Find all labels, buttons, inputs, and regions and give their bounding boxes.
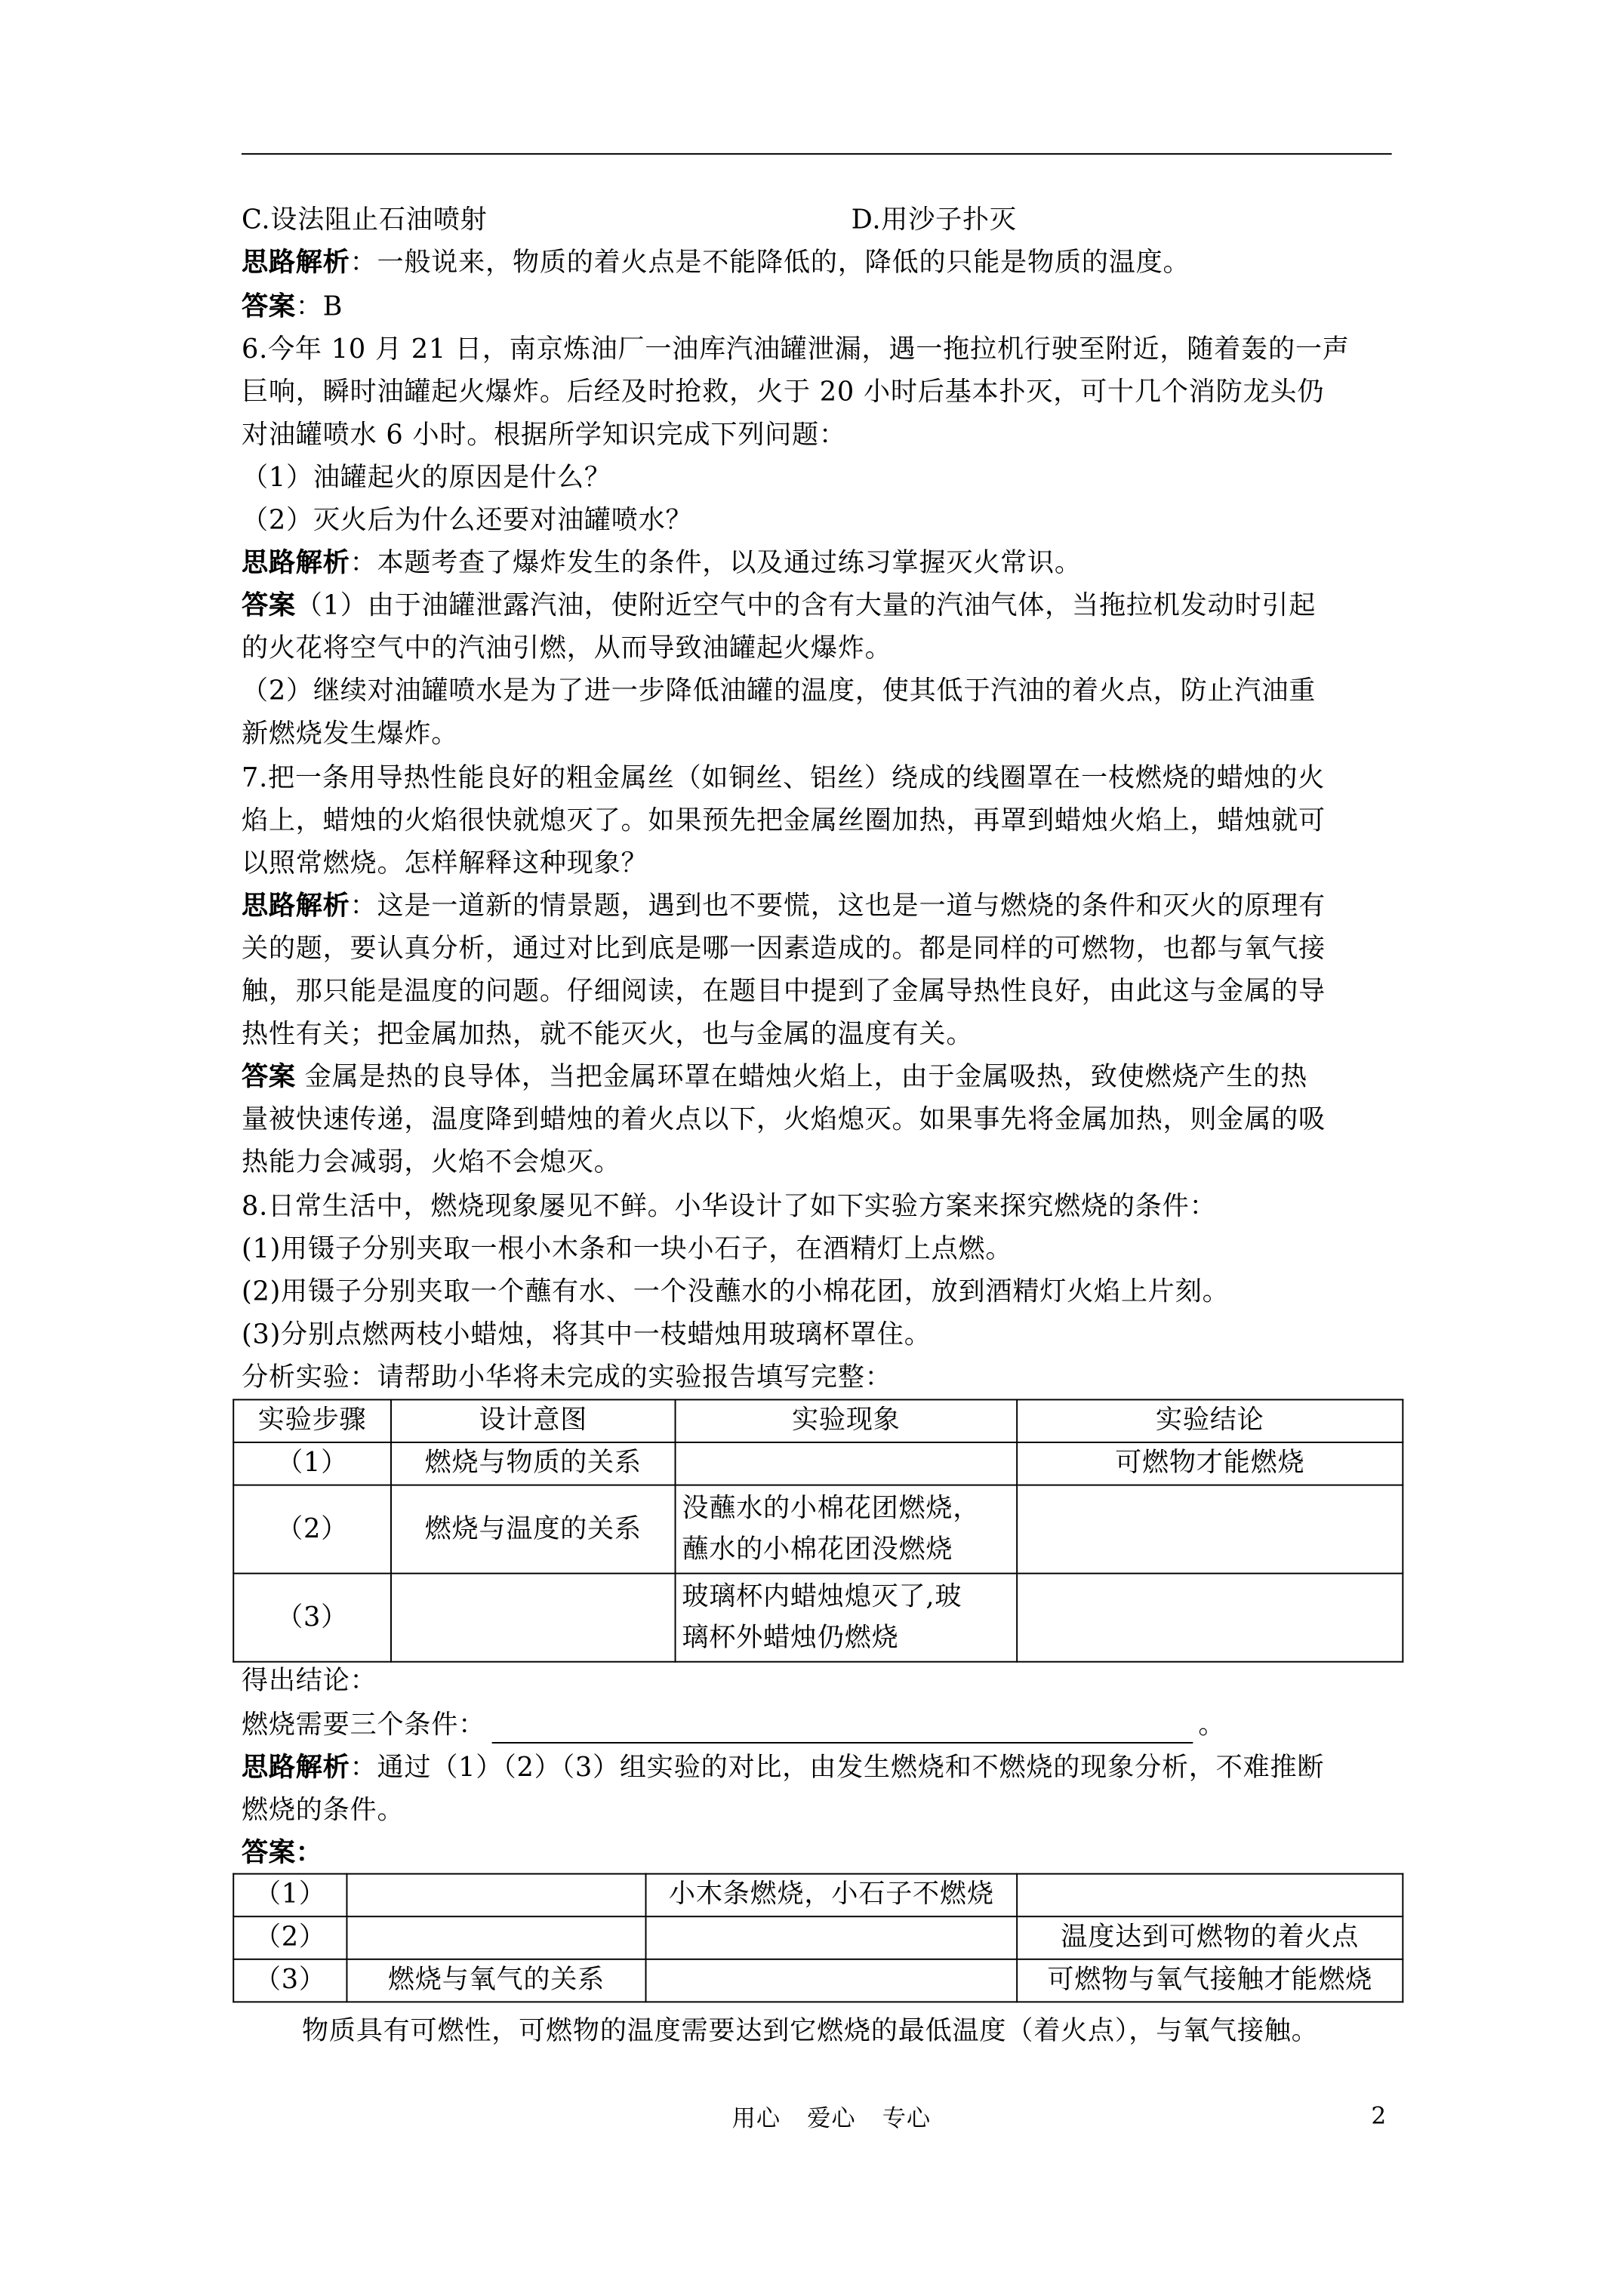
page-number: 2 <box>1371 2101 1387 2130</box>
analysis-label: 思路解析 <box>241 891 350 922</box>
q7-answer-line: 热能力会减弱，火焰不会熄灭。 <box>241 1146 621 1178</box>
table-cell-empty <box>1017 1574 1403 1662</box>
fill-blank <box>491 1713 1193 1744</box>
cell-line: 蘸水的小棉花团没燃烧 <box>682 1533 953 1565</box>
header-rule <box>242 153 1392 155</box>
table-cell: 燃烧与氧气的关系 <box>346 1959 645 2002</box>
q8-step: (3)分别点燃两枝小蜡烛，将其中一枝蜡烛用玻璃杯罩住。 <box>241 1319 932 1351</box>
table-cell-empty <box>646 1959 1018 2002</box>
q6-line: 6.今年 10 月 21 日，南京炼油厂一油库汽油罐泄漏，遇一拖拉机行驶至附近，随着轰的一声 <box>241 334 1350 365</box>
footer-word: 用心 <box>731 2104 781 2133</box>
q7-answer-line: 量被快速传递，温度降到蜡烛的着火点以下，火焰熄灭。如果事先将金属加热，则金属的吸 <box>241 1104 1326 1136</box>
q8-analysis-line: 燃烧的条件。 <box>241 1795 405 1827</box>
footer-motto <box>732 2100 958 2134</box>
q7-analysis-line: 热性有关；把金属加热，就不能灭火，也与金属的温度有关。 <box>241 1019 974 1051</box>
q6-line: 巨响，瞬时油罐起火爆炸。后经及时抢救，火于 20 小时后基本扑灭，可十几个消防龙头仍 <box>241 377 1325 408</box>
conclusion-prefix: 燃烧需要三个条件： <box>241 1710 486 1741</box>
q8-analysis <box>242 1751 1324 1787</box>
table-cell: （3） <box>233 1574 391 1662</box>
q8-instruction: 分析实验：请帮助小华将未完成的实验报告填写完整： <box>241 1362 892 1393</box>
table-cell-empty <box>646 1916 1018 1959</box>
answer-label: 答案 <box>241 291 296 323</box>
experiment-report-table <box>233 1399 1403 1662</box>
answer-text: （1）由于油罐泄露汽油，使附近空气中的含有大量的汽油气体，当拖拉机发动时引起 <box>295 590 1317 622</box>
option-d: D.用沙子扑灭 <box>851 205 1017 236</box>
q6-answer-line: 新燃烧发生爆炸。 <box>241 719 459 750</box>
analysis-label: 思路解析 <box>241 1752 350 1784</box>
table-cell-empty <box>1017 1485 1403 1574</box>
table-cell-empty <box>1017 1874 1403 1917</box>
q6-answer <box>242 589 1316 624</box>
q6-analysis <box>242 546 1082 582</box>
q5-analysis <box>242 246 1190 282</box>
footer-word: 爱心 <box>807 2104 856 2133</box>
table-header-row <box>233 1399 1403 1442</box>
analysis-text: ：一般说来，物质的着火点是不能降低的，降低的只能是物质的温度。 <box>350 247 1190 279</box>
table-row <box>233 1874 1403 1917</box>
answer-label: 答案 <box>241 590 296 622</box>
q7-analysis <box>242 889 1326 925</box>
analysis-label: 思路解析 <box>241 247 350 279</box>
conclusion-title: 得出结论： <box>241 1665 377 1697</box>
table-row <box>233 1442 1403 1485</box>
q5-answer <box>242 290 343 325</box>
table-row <box>233 1959 1403 2002</box>
table-cell-empty <box>391 1574 676 1662</box>
q7-line: 7.把一条用导热性能良好的粗金属丝（如铜丝、铝丝）绕成的线圈罩在一枝燃烧的蜡烛的火 <box>241 762 1326 794</box>
q8-step: (1)用镊子分别夹取一根小木条和一块小石子，在酒精灯上点燃。 <box>241 1233 1013 1265</box>
table-header: 实验结论 <box>1017 1399 1403 1442</box>
option-c: C.设法阻止石油喷射 <box>241 205 488 236</box>
conclusion-line <box>242 1708 1225 1744</box>
q7-line: 焰上，蜡烛的火焰很快就熄灭了。如果预先把金属丝圈加热，再罩到蜡烛火焰上，蜡烛就可 <box>241 805 1326 837</box>
q6-sub2: （2）灭火后为什么还要对油罐喷水？ <box>241 505 693 537</box>
table-cell: 可燃物才能燃烧 <box>1017 1442 1403 1485</box>
table-cell: （1） <box>233 1442 391 1485</box>
footer-word: 专心 <box>882 2104 932 2133</box>
table-cell: 可燃物与氧气接触才能燃烧 <box>1017 1959 1403 2002</box>
q8-step: (2)用镊子分别夹取一个蘸有水、一个没蘸水的小棉花团，放到酒精灯火焰上片刻。 <box>241 1276 1230 1308</box>
table-header: 设计意图 <box>391 1399 676 1442</box>
table-row <box>233 1916 1403 1959</box>
cell-line: 玻璃杯内蜡烛熄灭了,玻 <box>682 1580 962 1612</box>
table-row <box>233 1574 1403 1662</box>
table-cell: 燃烧与物质的关系 <box>391 1442 676 1485</box>
q7-line: 以照常燃烧。怎样解释这种现象？ <box>241 848 648 879</box>
table-header: 实验现象 <box>676 1399 1018 1442</box>
q7-analysis-line: 触，那只能是温度的问题。仔细阅读，在题目中提到了金属导热性良好，由此这与金属的导 <box>241 976 1326 1008</box>
table-cell-empty <box>676 1442 1018 1485</box>
answer-table <box>233 1873 1403 2003</box>
table-row <box>233 1485 1403 1574</box>
cell-line: 璃杯外蜡烛仍燃烧 <box>682 1622 899 1653</box>
final-statement: 物质具有可燃性，可燃物的温度需要达到它燃烧的最低温度（着火点），与氧气接触。 <box>301 2015 1319 2047</box>
cell-line: 没蘸水的小棉花团燃烧， <box>682 1492 981 1524</box>
conclusion-suffix: 。 <box>1198 1710 1226 1741</box>
table-cell: 燃烧与温度的关系 <box>391 1485 676 1574</box>
table-cell: （1） <box>233 1874 346 1917</box>
q6-answer-line: 的火花将空气中的汽油引燃，从而导致油罐起火爆炸。 <box>241 632 892 664</box>
table-header: 实验步骤 <box>233 1399 391 1442</box>
q6-answer-line: （2）继续对油罐喷水是为了进一步降低油罐的温度，使其低于汽油的着火点，防止汽油重 <box>241 676 1317 707</box>
q7-analysis-line: 关的题，要认真分析，通过对比到底是哪一因素造成的。都是同样的可燃物，也都与氧气接 <box>241 933 1326 965</box>
q8-line: 8.日常生活中，燃烧现象屡见不鲜。小华设计了如下实验方案来探究燃烧的条件： <box>241 1191 1217 1223</box>
table-cell-empty <box>346 1916 645 1959</box>
table-cell <box>676 1485 1018 1574</box>
q6-sub1: （1）油罐起火的原因是什么？ <box>241 462 611 494</box>
table-cell: 温度达到可燃物的着火点 <box>1017 1916 1403 1959</box>
answer-label: 答案 <box>241 1061 296 1093</box>
table-cell <box>676 1574 1018 1662</box>
q8-answer-label: 答案： <box>241 1837 323 1869</box>
answer-text: 金属是热的良导体，当把金属环罩在蜡烛火焰上，由于金属吸热，致使燃烧产生的热 <box>295 1061 1307 1093</box>
table-cell-empty <box>346 1874 645 1917</box>
analysis-text: ：通过（1）（2）（3）组实验的对比，由发生燃烧和不燃烧的现象分析，不难推断 <box>350 1752 1325 1784</box>
table-cell: （2） <box>233 1916 346 1959</box>
analysis-text: ：本题考查了爆炸发生的条件，以及通过练习掌握灭火常识。 <box>350 547 1082 579</box>
q7-answer <box>242 1060 1307 1096</box>
q6-line: 对油罐喷水 6 小时。根据所学知识完成下列问题： <box>241 420 846 451</box>
answer-text: ：B <box>295 291 343 323</box>
table-cell: （3） <box>233 1959 346 2002</box>
table-cell: 小木条燃烧，小石子不燃烧 <box>646 1874 1018 1917</box>
analysis-label: 思路解析 <box>241 547 350 579</box>
analysis-text: ：这是一道新的情景题，遇到也不要慌，这也是一道与燃烧的条件和灭火的原理有 <box>350 891 1326 922</box>
table-cell: （2） <box>233 1485 391 1574</box>
